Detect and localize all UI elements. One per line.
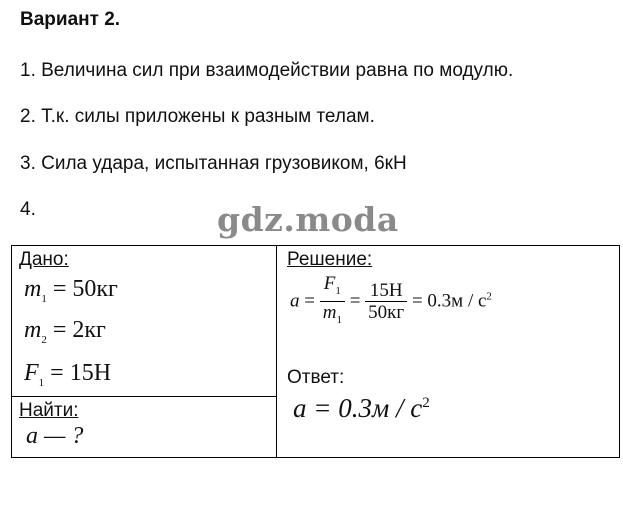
given-m1: $m_1 = 50кг$ bbox=[24, 276, 118, 305]
fraction-numeric: $\frac{15Н}{50кг}$ bbox=[365, 281, 407, 324]
answer-line-4: 4. bbox=[20, 199, 36, 220]
given-m2: $m_2 = 2кг$ bbox=[24, 317, 106, 346]
answer-value: $a = 0.3м / с^2$ bbox=[293, 393, 430, 423]
find-expression: a — ? bbox=[26, 423, 84, 449]
solution-table bbox=[11, 245, 620, 458]
table-divider-horizontal bbox=[12, 396, 276, 397]
find-header: Найти: bbox=[19, 400, 79, 421]
solution-formula: a = $\frac{F_1}{m_1}$ = $\frac{15Н}{50кг}$ = $0.3м / с^2$ bbox=[290, 274, 492, 331]
given-f1: $F_1 = 15Н$ bbox=[24, 360, 112, 389]
answer-line-3: 3. Сила удара, испытанная грузовиком, 6кН bbox=[20, 153, 407, 174]
table-divider-vertical bbox=[276, 246, 277, 457]
watermark: gdz.moda bbox=[217, 200, 399, 239]
answer-line-1: 1. Величина сил при взаимодействии равна по модулю. bbox=[20, 60, 514, 81]
page-title: Вариант 2. bbox=[20, 9, 121, 30]
given-header: Дано: bbox=[19, 249, 69, 270]
answer-line-2: 2. Т.к. силы приложены к разным телам. bbox=[20, 106, 375, 127]
solution-header: Решение: bbox=[287, 249, 373, 270]
fraction-symbolic: $\frac{F_1}{m_1}$ bbox=[320, 274, 345, 331]
answer-label: Ответ: bbox=[287, 367, 345, 388]
